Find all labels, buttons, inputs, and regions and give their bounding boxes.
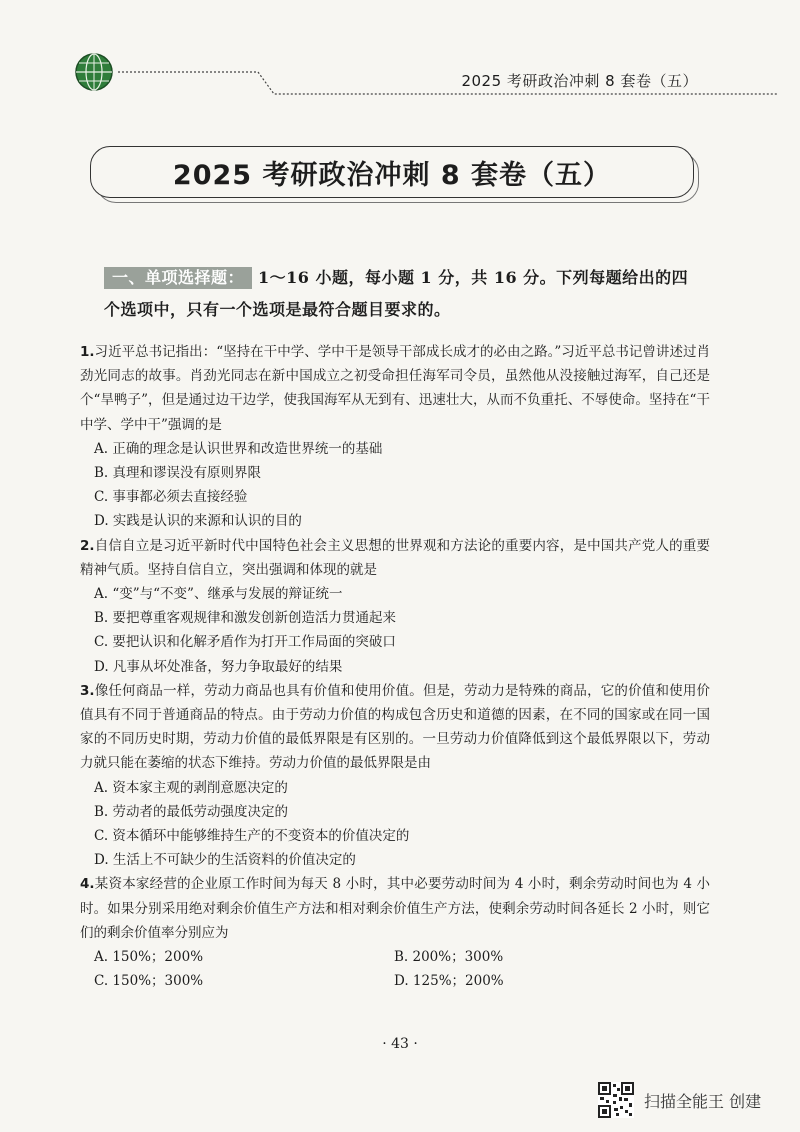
option-c: C. 事事都必须去直接经验 (94, 489, 248, 506)
question-number: 4. (80, 876, 95, 893)
section-heading (104, 262, 704, 326)
question-list (80, 340, 710, 993)
watermark-text: 扫描全能王 创建 (644, 1091, 762, 1111)
option-d: D. 凡事从坏处准备，努力争取最好的结果 (94, 658, 343, 675)
globe-logo-icon (74, 52, 114, 92)
running-title: 2025 考研政治冲刺 8 套卷（五） (461, 72, 698, 90)
option-a: A. “变”与“不变”、继承与发展的辩证统一 (94, 586, 343, 603)
question-text: 习近平总书记指出：“坚持在干中学、学中干是领导干部成长成才的必由之路。”习近平总书记曾讲述过肖劲光同志的故事。肖劲光同志在新中国成立之初受命担任海军司令员，虽然他从没接触过海军，自己还是个“旱鸭子”，但是通过边干边学，使我国海军从无到有、迅速壮大，从而不负重托、不辱使命。坚持在“干中学、学中干”强调的是 (80, 344, 710, 433)
title-box (90, 146, 694, 198)
question-stem (80, 679, 710, 776)
option-b: B. 要把尊重客观规律和激发创新创造活力贯通起来 (94, 610, 397, 627)
option-grid (94, 945, 710, 993)
option-b: B. 劳动者的最低劳动强度决定的 (94, 803, 289, 820)
page-title: 2025 考研政治冲刺 8 套卷（五） (172, 159, 612, 191)
question-number: 2. (80, 537, 95, 554)
qr-code-icon (598, 1082, 634, 1118)
option-b: B. 真理和谬误没有原则界限 (94, 465, 262, 482)
question-text: 像任何商品一样，劳动力商品也具有价值和使用价值。但是，劳动力是特殊的商品，它的价值和使用价值具有不同于普通商品的特点。由于劳动力价值的构成包含历史和道德的因素，在不同的国家或在同一国家的不同历史时期，劳动力价值的最低界限是有区别的。一旦劳动力价值降低到这个最低界限以下，劳动力就只能在萎缩的状态下维持。劳动力价值的最低界限是由 (80, 682, 710, 772)
page-number: · 43 · (382, 1036, 418, 1052)
question-stem (80, 534, 710, 582)
option-a: A. 资本家主观的剥削意愿决定的 (94, 779, 288, 796)
section-description: 1～16 小题，每小题 1 分，共 16 分。下列每题给出的四个选项中，只有一个选项是最符合题目要求的。 (104, 268, 689, 319)
option-b: B. 200%；300% (394, 949, 504, 966)
option-a: A. 150%；200% (94, 949, 204, 966)
question-3 (80, 679, 710, 873)
question-2 (80, 534, 710, 679)
question-stem (80, 340, 710, 437)
question-text: 某资本家经营的企业原工作时间为每天 8 小时，其中必要劳动时间为 4 小时，剩余劳动时间也为 4 小时。如果分别采用绝对剩余价值生产方法和相对剩余价值生产方法，使剩余劳动时间各延长 2 小时，则它们的剩余价值率分别应为 (80, 876, 710, 941)
section-label: 一、单项选择题： (104, 267, 252, 289)
option-d: D. 生活上不可缺少的生活资料的价值决定的 (94, 852, 356, 869)
question-4 (80, 872, 710, 993)
option-c: C. 150%；300% (94, 973, 204, 990)
option-c: C. 要把认识和化解矛盾作为打开工作局面的突破口 (94, 634, 396, 651)
option-d: D. 125%；200% (394, 973, 504, 990)
option-c: C. 资本循环中能够维持生产的不变资本的价值决定的 (94, 828, 410, 845)
question-number: 3. (80, 682, 95, 699)
option-d: D. 实践是认识的来源和认识的目的 (94, 513, 302, 530)
question-number: 1. (80, 344, 95, 360)
question-text: 自信自立是习近平新时代中国特色社会主义思想的世界观和方法论的重要内容，是中国共产党人的重要精神气质。坚持自信自立，突出强调和体现的就是 (80, 537, 710, 578)
question-stem (80, 872, 710, 945)
question-1 (80, 340, 710, 534)
page-header (0, 0, 800, 110)
option-a: A. 正确的理念是认识世界和改造世界统一的基础 (94, 440, 383, 457)
scanner-watermark (598, 1082, 761, 1118)
